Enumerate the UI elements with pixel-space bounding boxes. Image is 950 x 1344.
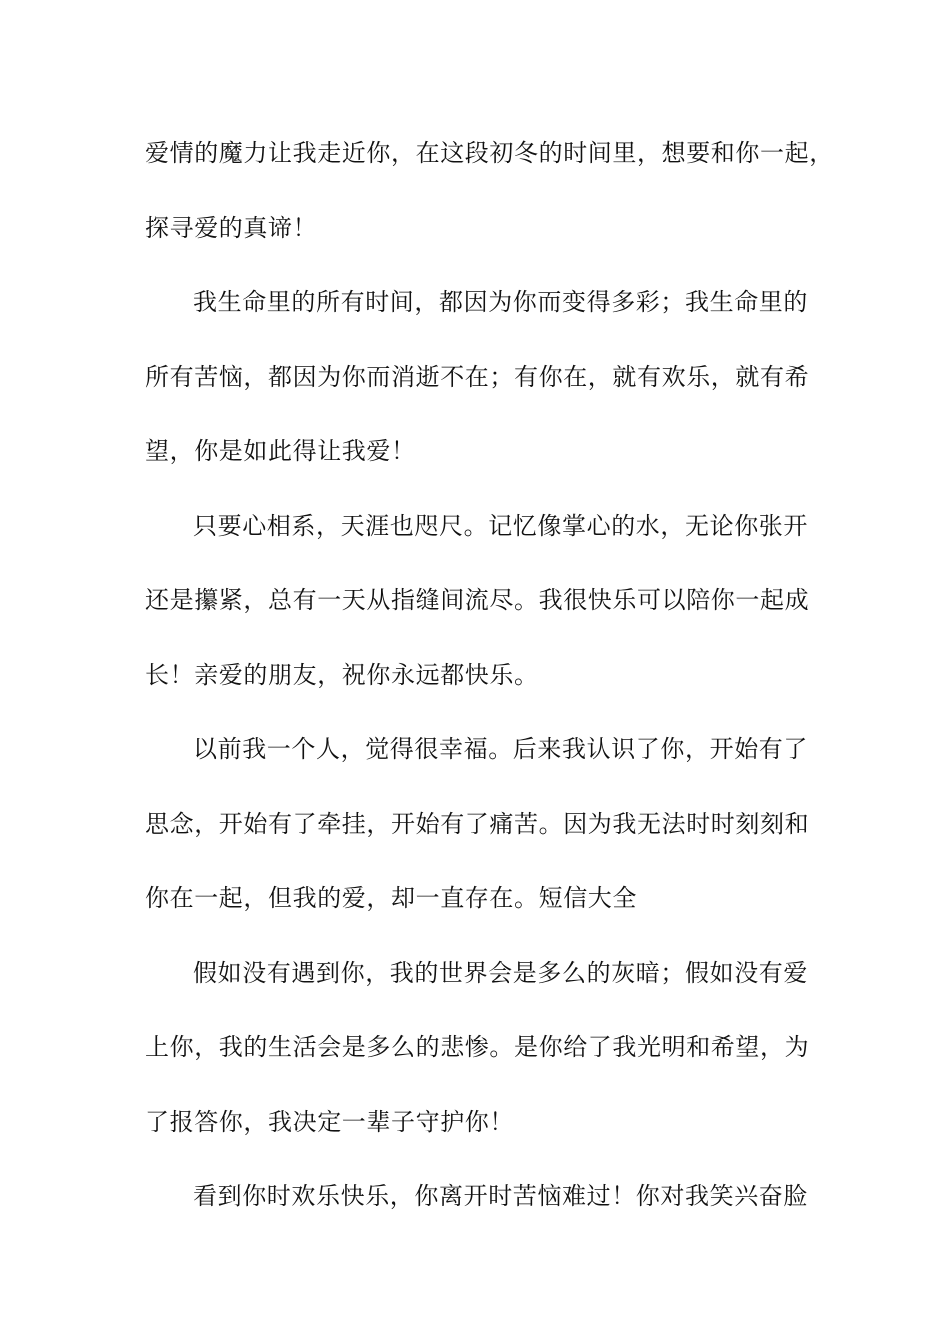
paragraph-first-line: 以前我一个人，觉得很幸福。后来我认识了你，开始有了 xyxy=(193,735,808,763)
text-line: 上你，我的生活会是多么的悲惨。是你给了我光明和希望，为 xyxy=(145,1033,810,1061)
paragraph-first-line: 看到你时欢乐快乐，你离开时苦恼难过！你对我笑兴奋脸 xyxy=(193,1182,808,1210)
paragraph-first-line: 假如没有遇到你，我的世界会是多么的灰暗；假如没有爱 xyxy=(193,958,808,987)
text-line: 还是攥紧，总有一天从指缝间流尽。我很快乐可以陪你一起成 xyxy=(145,586,810,614)
paragraph-first-line: 只要心相系，天涯也咫尺。记忆像掌心的水，无论你张开 xyxy=(193,511,808,540)
text-line: 探寻爱的真谛！ xyxy=(145,213,318,242)
paragraph-first-line: 我生命里的所有时间，都因为你而变得多彩；我生命里的 xyxy=(193,288,808,316)
document-body xyxy=(145,128,834,1246)
text-line: 思念，开始有了牵挂，开始有了痛苦。因为我无法时时刻刻和 xyxy=(145,809,810,838)
text-line: 你在一起，但我的爱，却一直存在。短信大全 xyxy=(145,884,637,912)
text-line: 长！亲爱的朋友，祝你永远都快乐。 xyxy=(145,660,539,689)
text-line: 爱情的魔力让我走近你，在这段初冬的时间里，想要和你一起， xyxy=(145,139,834,167)
text-line: 所有苦恼，都因为你而消逝不在；有你在，就有欢乐，就有希 xyxy=(145,362,810,391)
text-line: 了报答你，我决定一辈子守护你！ xyxy=(145,1107,514,1136)
text-line: 望，你是如此得让我爱！ xyxy=(145,437,416,465)
